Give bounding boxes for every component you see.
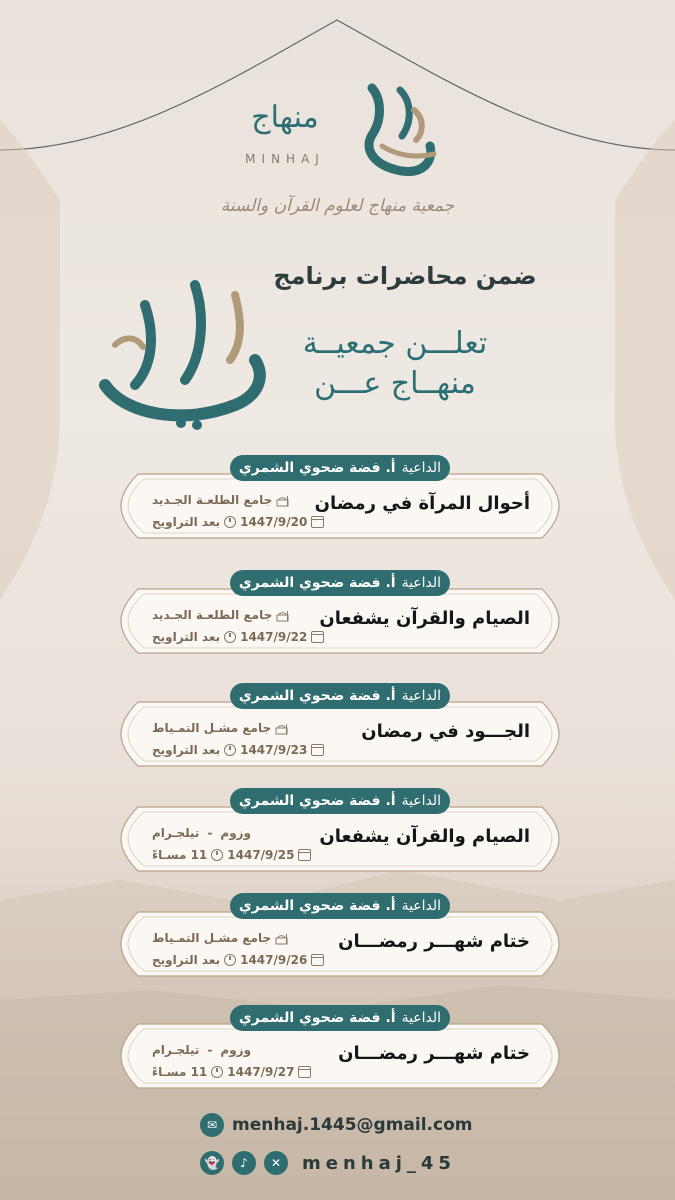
lecture-location-row [152,491,322,509]
social-row [200,1148,480,1178]
lecture-date: 1447/9/22 [240,630,308,644]
speaker-badge [230,455,450,481]
lecture-platform-a: تيلجـرام [152,826,200,840]
calendar-icon [311,744,324,756]
lecture-place: جامع مشـل التمـياط [152,721,272,735]
lecture-time-row [152,513,322,531]
lecture-time: 11 مسـاءً [152,1065,208,1079]
lecture-place: جامع الطلعـة الجـديد [152,493,273,507]
calendar-icon [298,849,311,861]
lecture-date: 1447/9/20 [240,515,308,529]
speaker-name: أ. فضة ضحوي الشمري [238,460,396,476]
lecture-time-row [152,846,322,864]
lecture-time: بعد التراويح [152,743,221,757]
clock-icon [211,849,223,861]
speaker-prefix: الداعية [401,688,442,704]
lecture-location-row [152,1041,322,1059]
lecture-card [120,683,560,771]
lecture-time: بعد التراويح [152,953,221,967]
lecture-time: 11 مسـاءً [152,848,208,862]
snapchat-icon[interactable]: 👻 [200,1151,224,1175]
program-calligraphy-logo [85,265,275,440]
speaker-badge [230,570,450,596]
lecture-location-row [152,606,322,624]
speaker-name: أ. فضة ضحوي الشمري [238,793,396,809]
lecture-title: الجـــود في رمضان [361,721,530,742]
clock-icon [224,631,236,643]
lecture-card [120,893,560,981]
calendar-icon [298,1066,311,1078]
clock-icon [224,954,236,966]
lecture-title: ختام شهـــر رمضـــان [338,1043,530,1064]
logo-name: منهاج [251,100,319,135]
email-icon: ✉ [200,1113,224,1137]
speaker-name: أ. فضة ضحوي الشمري [238,898,396,914]
mosque-icon [275,932,288,945]
speaker-name: أ. فضة ضحوي الشمري [238,1010,396,1026]
announcement-line-1: تعلـــن جمعيــة [302,326,488,361]
lecture-place: جامع مشـل التمـياط [152,931,272,945]
email-row [200,1110,480,1140]
tiktok-icon[interactable]: ♪ [232,1151,256,1175]
lecture-platform-b: وزوم [220,1043,252,1057]
email-address[interactable]: menhaj.1445@gmail.com [232,1115,473,1135]
clock-icon [224,516,236,528]
speaker-badge [230,893,450,919]
speaker-badge [230,683,450,709]
logo [230,80,450,190]
speaker-prefix: الداعية [401,898,442,914]
mosque-icon [275,722,288,735]
speaker-prefix: الداعية [401,460,442,476]
calendar-icon [311,954,324,966]
separator: - [207,1043,213,1057]
clock-icon [224,744,236,756]
lecture-location-row [152,929,322,947]
lecture-date: 1447/9/26 [240,953,308,967]
program-subtitle: ضمن محاضرات برنامج [273,262,537,290]
lecture-date: 1447/9/25 [227,848,295,862]
lecture-location-row [152,824,322,842]
mosque-icon [276,609,289,622]
lecture-title: ختام شهـــر رمضـــان [338,931,530,952]
lecture-platform-b: وزوم [220,826,252,840]
lecture-time: بعد التراويح [152,515,221,529]
speaker-prefix: الداعية [401,1010,442,1026]
speaker-badge [230,1005,450,1031]
lecture-card [120,788,560,876]
association-name: جمعية منهاج لعلوم القرآن والسنة [220,196,455,216]
mosque-icon [276,494,289,507]
lecture-time-row [152,741,322,759]
lecture-title: الصيام والقرآن يشفعان [319,826,530,847]
lecture-card [120,455,560,543]
speaker-prefix: الداعية [401,793,442,809]
lecture-title: الصيام والقرآن يشفعان [319,608,530,629]
speaker-name: أ. فضة ضحوي الشمري [238,575,396,591]
logo-latin-name: MINHAJ [245,152,325,166]
speaker-badge [230,788,450,814]
lecture-date: 1447/9/23 [240,743,308,757]
clock-icon [211,1066,223,1078]
speaker-prefix: الداعية [401,575,442,591]
lecture-location-row [152,719,322,737]
calendar-icon [311,516,324,528]
lecture-time-row [152,951,322,969]
lecture-time: بعد التراويح [152,630,221,644]
lecture-place: جامع الطلعـة الجـديد [152,608,273,622]
lecture-card [120,1005,560,1093]
lecture-platform-a: تيلجـرام [152,1043,200,1057]
announcement-line-2: منهــاج عـــن [314,366,476,401]
lecture-time-row [152,628,322,646]
social-handle[interactable]: menhaj_45 [302,1152,456,1174]
calendar-icon [311,631,324,643]
lecture-title: أحوال المرآة في رمضان [314,493,530,514]
speaker-name: أ. فضة ضحوي الشمري [238,688,396,704]
logo-mark-icon [352,80,442,180]
lecture-card [120,570,560,658]
lecture-date: 1447/9/27 [227,1065,295,1079]
x-icon[interactable]: ✕ [264,1151,288,1175]
lecture-time-row [152,1063,322,1081]
separator: - [207,826,213,840]
